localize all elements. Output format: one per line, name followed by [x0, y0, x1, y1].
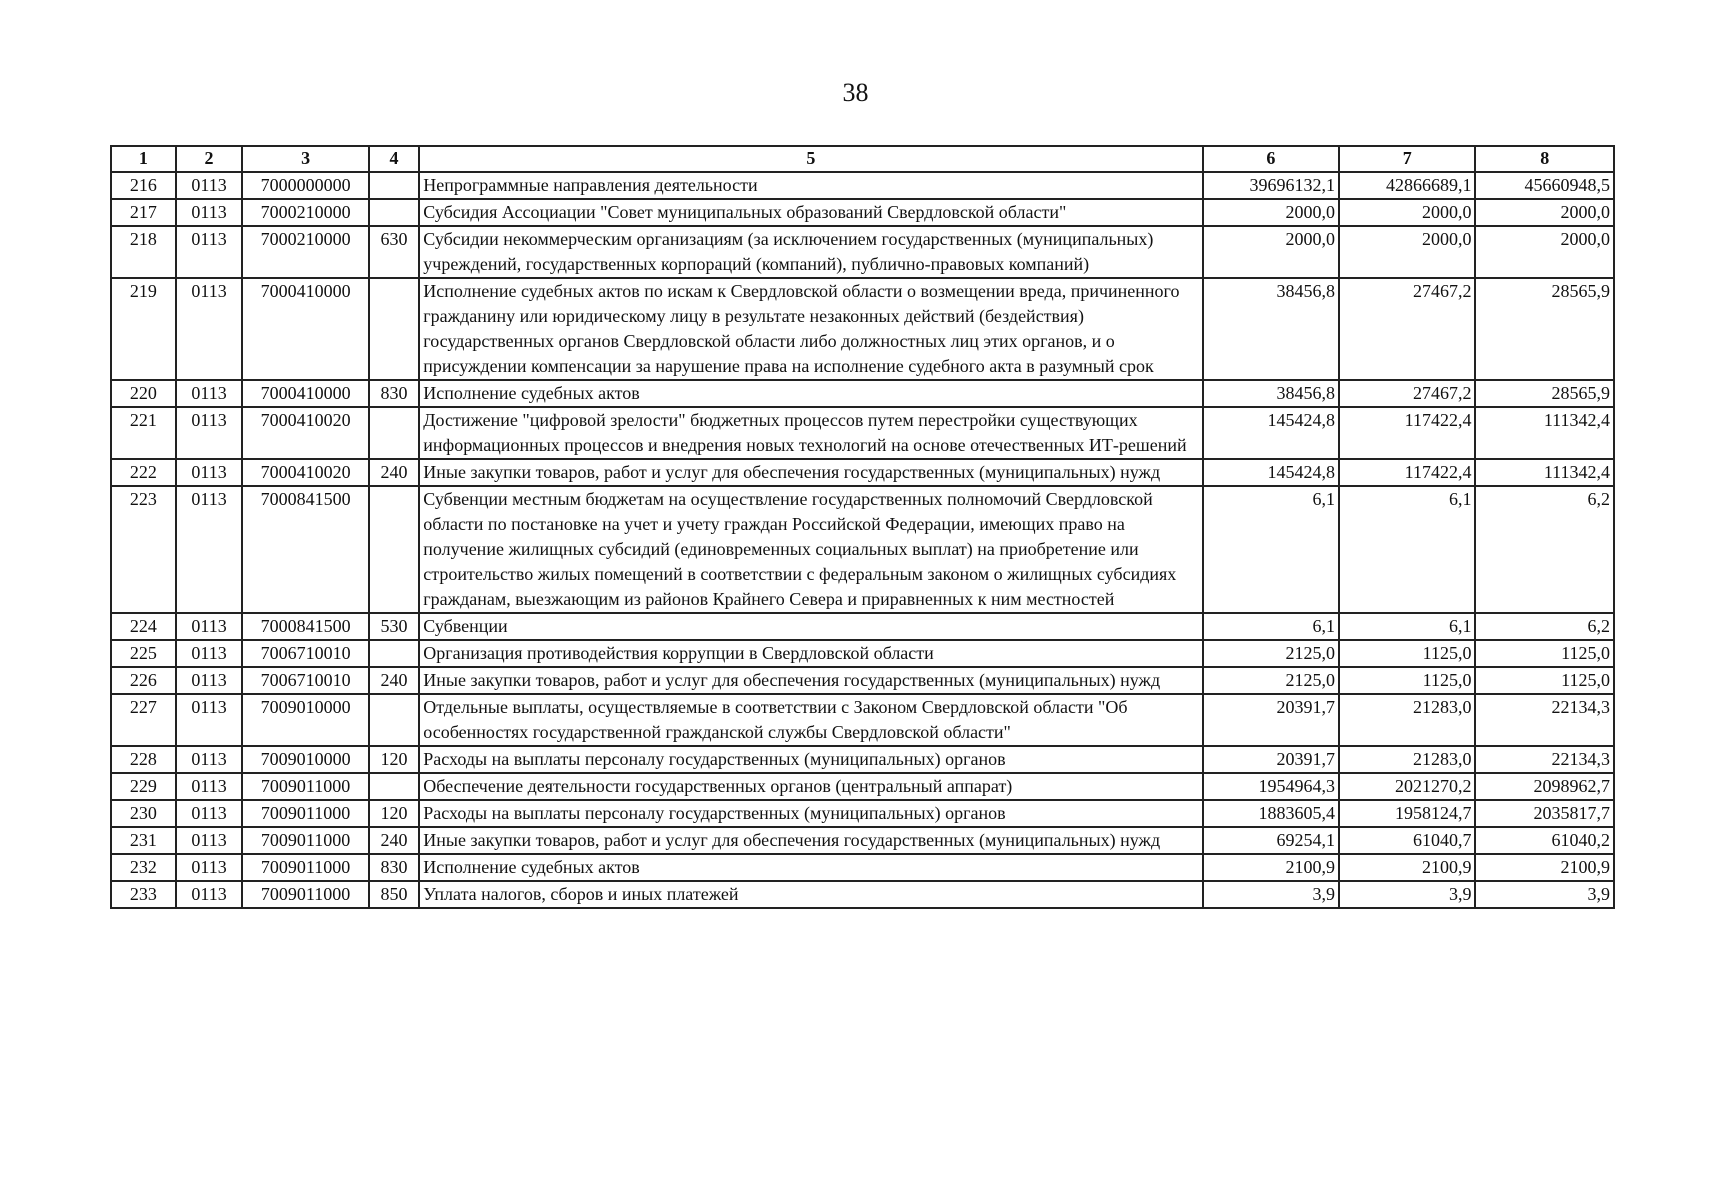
amount-col6-cell: 145424,8: [1203, 407, 1339, 459]
target-code-cell: 7006710010: [242, 640, 368, 667]
description-cell: Расходы на выплаты персоналу государственных (муниципальных) органов: [419, 746, 1202, 773]
section-code-cell: 0113: [176, 881, 243, 908]
amount-col6-cell: 2125,0: [1203, 640, 1339, 667]
amount-col8-cell: 61040,2: [1475, 827, 1614, 854]
table-row: [111, 827, 1614, 854]
target-code-cell: 7006710010: [242, 667, 368, 694]
header-cell: 5: [419, 146, 1202, 172]
expense-type-cell: [369, 172, 420, 199]
amount-col7-cell: 2021270,2: [1339, 773, 1475, 800]
target-code-cell: 7000210000: [242, 199, 368, 226]
amount-col7-cell: 27467,2: [1339, 380, 1475, 407]
description-cell: Уплата налогов, сборов и иных платежей: [419, 881, 1202, 908]
table-row: [111, 226, 1614, 278]
table-row: [111, 694, 1614, 746]
amount-col7-cell: 3,9: [1339, 881, 1475, 908]
description-cell: Субвенции местным бюджетам на осуществление государственных полномочий Свердловской области по постановке на учет и учету граждан Российской Федерации, имеющих право на получение жилищных субсидий (единовременных социальных выплат) на приобретение или строительство жилых помещений в соответствии с федеральным законом о жилищных субсидиях гражданам, выезжающим из районов Крайнего Севера и приравненных к ним местностей: [419, 486, 1202, 613]
table-row: [111, 486, 1614, 613]
header-cell: 4: [369, 146, 420, 172]
amount-col8-cell: 2098962,7: [1475, 773, 1614, 800]
target-code-cell: 7000841500: [242, 613, 368, 640]
amount-col7-cell: 2100,9: [1339, 854, 1475, 881]
row-number-cell: 222: [111, 459, 176, 486]
target-code-cell: 7000410020: [242, 459, 368, 486]
table-row: [111, 667, 1614, 694]
description-cell: Иные закупки товаров, работ и услуг для обеспечения государственных (муниципальных) нужд: [419, 667, 1202, 694]
description-cell: Исполнение судебных актов: [419, 380, 1202, 407]
amount-col8-cell: 22134,3: [1475, 746, 1614, 773]
table-row: [111, 854, 1614, 881]
target-code-cell: 7009011000: [242, 800, 368, 827]
amount-col8-cell: 6,2: [1475, 486, 1614, 613]
amount-col7-cell: 2000,0: [1339, 226, 1475, 278]
amount-col8-cell: 2000,0: [1475, 226, 1614, 278]
description-cell: Субсидия Ассоциации "Совет муниципальных образований Свердловской области": [419, 199, 1202, 226]
amount-col7-cell: 1125,0: [1339, 640, 1475, 667]
description-cell: Исполнение судебных актов по искам к Свердловской области о возмещении вреда, причиненного гражданину или юридическому лицу в результате незаконных действий (бездействия) государственных органов Свердловской области либо должностных лиц этих органов, и о присуждении компенсации за нарушение права на исполнение судебного акта в разумный срок: [419, 278, 1202, 380]
section-code-cell: 0113: [176, 773, 243, 800]
description-cell: Расходы на выплаты персоналу государственных (муниципальных) органов: [419, 800, 1202, 827]
amount-col7-cell: 1125,0: [1339, 667, 1475, 694]
amount-col8-cell: 28565,9: [1475, 278, 1614, 380]
row-number-cell: 229: [111, 773, 176, 800]
section-code-cell: 0113: [176, 827, 243, 854]
amount-col7-cell: 117422,4: [1339, 459, 1475, 486]
target-code-cell: 7009011000: [242, 827, 368, 854]
row-number-cell: 220: [111, 380, 176, 407]
target-code-cell: 7000410000: [242, 278, 368, 380]
page-number: 38: [842, 78, 869, 107]
section-code-cell: 0113: [176, 172, 243, 199]
amount-col7-cell: 6,1: [1339, 613, 1475, 640]
row-number-cell: 230: [111, 800, 176, 827]
section-code-cell: 0113: [176, 694, 243, 746]
description-cell: Достижение "цифровой зрелости" бюджетных процессов путем перестройки существующих информационных процессов и внедрения новых технологий на основе отечественных ИТ-решений: [419, 407, 1202, 459]
amount-col7-cell: 1958124,7: [1339, 800, 1475, 827]
amount-col6-cell: 1883605,4: [1203, 800, 1339, 827]
target-code-cell: 7000210000: [242, 226, 368, 278]
amount-col6-cell: 6,1: [1203, 613, 1339, 640]
amount-col7-cell: 21283,0: [1339, 746, 1475, 773]
table-row: [111, 640, 1614, 667]
amount-col6-cell: 6,1: [1203, 486, 1339, 613]
budget-table: [110, 145, 1615, 909]
amount-col8-cell: 2100,9: [1475, 854, 1614, 881]
amount-col6-cell: 20391,7: [1203, 746, 1339, 773]
table-body: [111, 172, 1614, 908]
header-cell: 8: [1475, 146, 1614, 172]
row-number-cell: 224: [111, 613, 176, 640]
section-code-cell: 0113: [176, 407, 243, 459]
expense-type-cell: [369, 640, 420, 667]
amount-col6-cell: 2000,0: [1203, 199, 1339, 226]
expense-type-cell: [369, 773, 420, 800]
amount-col8-cell: 3,9: [1475, 881, 1614, 908]
table-row: [111, 881, 1614, 908]
section-code-cell: 0113: [176, 746, 243, 773]
header-cell: 1: [111, 146, 176, 172]
amount-col8-cell: 1125,0: [1475, 667, 1614, 694]
table-row: [111, 380, 1614, 407]
table-row: [111, 746, 1614, 773]
amount-col7-cell: 117422,4: [1339, 407, 1475, 459]
row-number-cell: 226: [111, 667, 176, 694]
amount-col7-cell: 2000,0: [1339, 199, 1475, 226]
expense-type-cell: 120: [369, 746, 420, 773]
amount-col6-cell: 1954964,3: [1203, 773, 1339, 800]
amount-col6-cell: 145424,8: [1203, 459, 1339, 486]
table-row: [111, 773, 1614, 800]
row-number-cell: 221: [111, 407, 176, 459]
row-number-cell: 228: [111, 746, 176, 773]
description-cell: Субвенции: [419, 613, 1202, 640]
expense-type-cell: 240: [369, 459, 420, 486]
section-code-cell: 0113: [176, 640, 243, 667]
expense-type-cell: [369, 278, 420, 380]
amount-col6-cell: 3,9: [1203, 881, 1339, 908]
row-number-cell: 219: [111, 278, 176, 380]
table-row: [111, 613, 1614, 640]
expense-type-cell: 850: [369, 881, 420, 908]
header-cell: 2: [176, 146, 243, 172]
table-row: [111, 800, 1614, 827]
description-cell: Организация противодействия коррупции в Свердловской области: [419, 640, 1202, 667]
amount-col8-cell: 111342,4: [1475, 459, 1614, 486]
description-cell: Отдельные выплаты, осуществляемые в соответствии с Законом Свердловской области "Об особенностях государственной гражданской службы Свердловской области": [419, 694, 1202, 746]
target-code-cell: 7009010000: [242, 746, 368, 773]
row-number-cell: 227: [111, 694, 176, 746]
table-row: [111, 459, 1614, 486]
amount-col8-cell: 45660948,5: [1475, 172, 1614, 199]
expense-type-cell: [369, 199, 420, 226]
target-code-cell: 7009011000: [242, 881, 368, 908]
expense-type-cell: 240: [369, 667, 420, 694]
amount-col8-cell: 2000,0: [1475, 199, 1614, 226]
expense-type-cell: [369, 407, 420, 459]
expense-type-cell: [369, 694, 420, 746]
description-cell: Субсидии некоммерческим организациям (за исключением государственных (муниципальных) учреждений, государственных корпораций (компаний), публично-правовых компаний): [419, 226, 1202, 278]
amount-col8-cell: 2035817,7: [1475, 800, 1614, 827]
amount-col6-cell: 2125,0: [1203, 667, 1339, 694]
row-number-cell: 225: [111, 640, 176, 667]
row-number-cell: 232: [111, 854, 176, 881]
row-number-cell: 216: [111, 172, 176, 199]
expense-type-cell: 240: [369, 827, 420, 854]
amount-col7-cell: 61040,7: [1339, 827, 1475, 854]
expense-type-cell: 530: [369, 613, 420, 640]
amount-col8-cell: 111342,4: [1475, 407, 1614, 459]
amount-col7-cell: 42866689,1: [1339, 172, 1475, 199]
expense-type-cell: 120: [369, 800, 420, 827]
table-row: [111, 407, 1614, 459]
table-header-row: [111, 146, 1614, 172]
target-code-cell: 7000000000: [242, 172, 368, 199]
expense-type-cell: 630: [369, 226, 420, 278]
table-row: [111, 199, 1614, 226]
section-code-cell: 0113: [176, 226, 243, 278]
section-code-cell: 0113: [176, 199, 243, 226]
expense-type-cell: 830: [369, 854, 420, 881]
description-cell: Иные закупки товаров, работ и услуг для обеспечения государственных (муниципальных) нужд: [419, 459, 1202, 486]
header-cell: 6: [1203, 146, 1339, 172]
row-number-cell: 231: [111, 827, 176, 854]
amount-col8-cell: 6,2: [1475, 613, 1614, 640]
amount-col8-cell: 1125,0: [1475, 640, 1614, 667]
description-cell: Исполнение судебных актов: [419, 854, 1202, 881]
amount-col6-cell: 38456,8: [1203, 380, 1339, 407]
amount-col6-cell: 2000,0: [1203, 226, 1339, 278]
target-code-cell: 7000410020: [242, 407, 368, 459]
amount-col7-cell: 21283,0: [1339, 694, 1475, 746]
section-code-cell: 0113: [176, 800, 243, 827]
amount-col6-cell: 20391,7: [1203, 694, 1339, 746]
description-cell: Иные закупки товаров, работ и услуг для обеспечения государственных (муниципальных) нужд: [419, 827, 1202, 854]
target-code-cell: 7009011000: [242, 773, 368, 800]
expense-type-cell: 830: [369, 380, 420, 407]
amount-col6-cell: 69254,1: [1203, 827, 1339, 854]
target-code-cell: 7000410000: [242, 380, 368, 407]
description-cell: Непрограммные направления деятельности: [419, 172, 1202, 199]
section-code-cell: 0113: [176, 380, 243, 407]
section-code-cell: 0113: [176, 486, 243, 613]
section-code-cell: 0113: [176, 667, 243, 694]
target-code-cell: 7009011000: [242, 854, 368, 881]
amount-col8-cell: 28565,9: [1475, 380, 1614, 407]
row-number-cell: 223: [111, 486, 176, 613]
amount-col6-cell: 38456,8: [1203, 278, 1339, 380]
section-code-cell: 0113: [176, 459, 243, 486]
target-code-cell: 7000841500: [242, 486, 368, 613]
target-code-cell: 7009010000: [242, 694, 368, 746]
amount-col6-cell: 2100,9: [1203, 854, 1339, 881]
row-number-cell: 233: [111, 881, 176, 908]
amount-col7-cell: 27467,2: [1339, 278, 1475, 380]
description-cell: Обеспечение деятельности государственных органов (центральный аппарат): [419, 773, 1202, 800]
section-code-cell: 0113: [176, 854, 243, 881]
row-number-cell: 218: [111, 226, 176, 278]
row-number-cell: 217: [111, 199, 176, 226]
table-row: [111, 172, 1614, 199]
amount-col7-cell: 6,1: [1339, 486, 1475, 613]
section-code-cell: 0113: [176, 613, 243, 640]
header-cell: 7: [1339, 146, 1475, 172]
amount-col8-cell: 22134,3: [1475, 694, 1614, 746]
header-cell: 3: [242, 146, 368, 172]
table-row: [111, 278, 1614, 380]
expense-type-cell: [369, 486, 420, 613]
section-code-cell: 0113: [176, 278, 243, 380]
amount-col6-cell: 39696132,1: [1203, 172, 1339, 199]
